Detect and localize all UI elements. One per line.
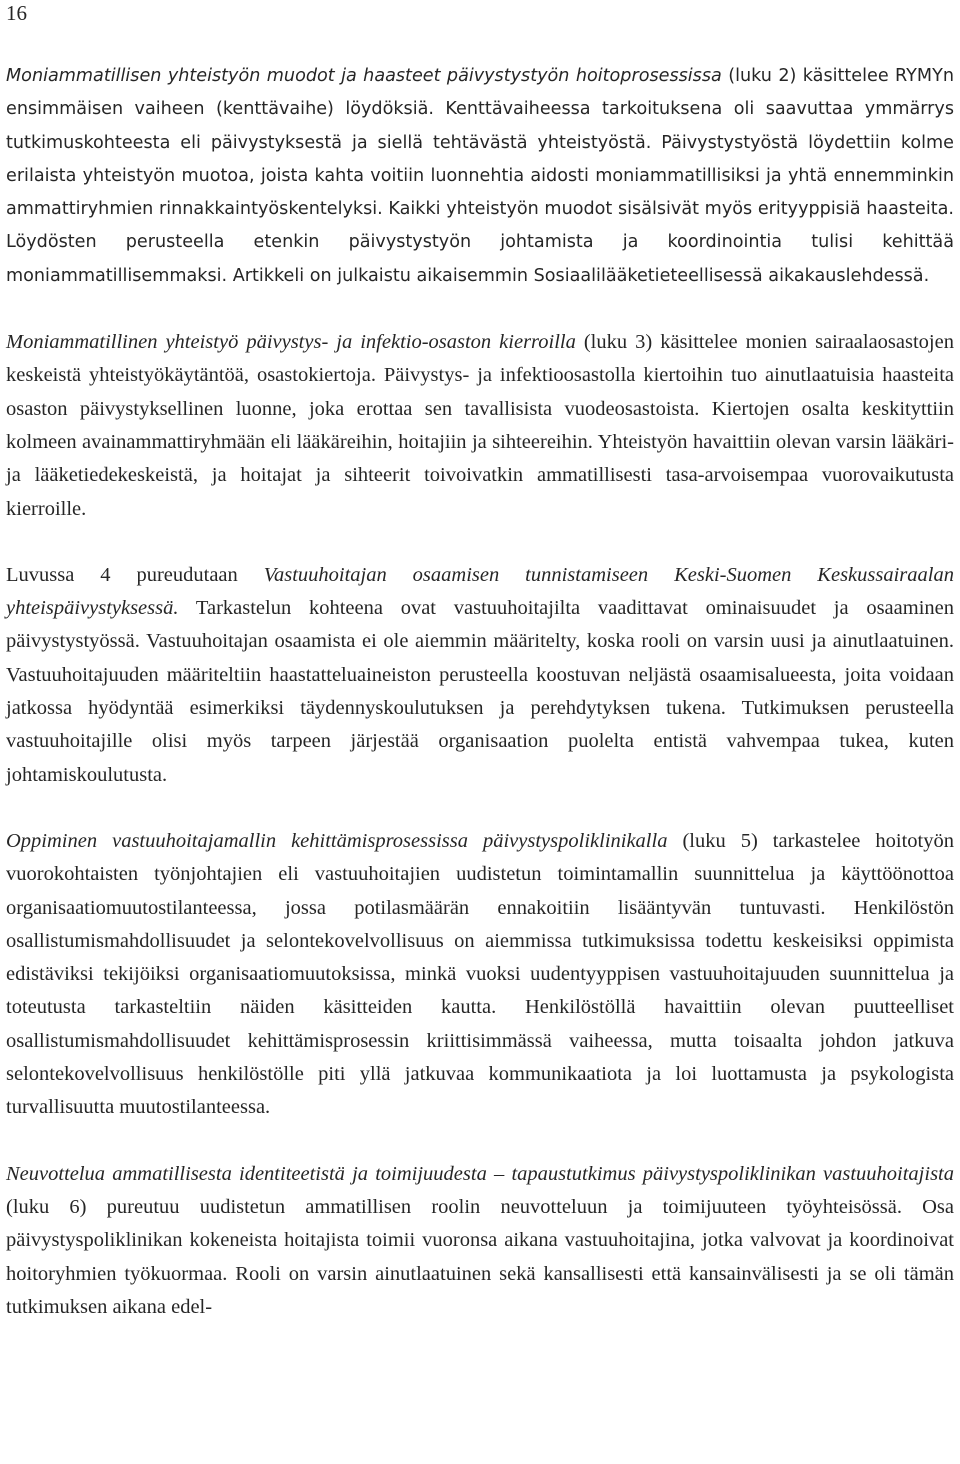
- paragraph-chapter-3: [6, 326, 954, 526]
- chapter-title: Moniammatillisen yhteistyön muodot ja haasteet päivystystyön hoitoprosessissa: [6, 66, 722, 86]
- chapter-title: Moniammatillinen yhteistyö päivystys- ja infektio-osaston kierroilla: [6, 331, 576, 354]
- paragraph-text: (luku 5) tarkastelee hoitotyön vuorokohtaisten työnjohtajien eli vastuuhoitajien uudistetun toimintamallin suunnittelua ja käyttöönottoa organisaatiomuutostilanteessa, jossa potilasmäärän ennakoitiin lisääntyvän tuntuvasti. Henkilöstön osallistumismahdollisuudet ja selontekovelvollisuus on aiemmissa tutkimuksissa todettu keskeisiksi oppimista edistäviksi tekijöiksi organisaatiomuutoksissa, minkä vuoksi uudentyyppisen vastuuhoitajuuden suunnittelua ja toteutusta tarkasteltiin näiden käsitteiden kautta. Henkilöstöllä havaittiin olevan puutteelliset osallistumismahdollisuudet kehittämisprosessin kriittisimmässä vaiheessa, mutta toisaalta johdon jatkuva selontekovelvollisuus henkilöstölle piti yllä jatkuvaa kommunikaatiota ja loi luottamusta ja psykologista turvallisuutta muutostilanteessa.: [6, 829, 954, 1119]
- page-number: 16: [6, 1, 27, 25]
- paragraph-chapter-4: [6, 559, 954, 792]
- paragraph-text: (luku 3) käsittelee monien sairaalaosastojen keskeistä yhteistyökäytäntöä, osastokiertoja. Päivystys- ja infektioosastolla kiertoihin tuo ainutlaatuisia haasteita osaston päivystyksellinen luonne, joka erottaa sen tavallisista vuodeosastoista. Kiertojen osalta keskityttiin kolmeen avainammattiryhmään eli lääkäreihin, hoitajiin ja sihteereihin. Yhteistyön havaittiin olevan varsin lääkäri- ja lääketiedekeskeistä, ja hoitajat ja sihteerit toivoivatkin ammatillisesti tasa-arvoisempaa vuorovaikutusta kierroille.: [6, 331, 954, 520]
- paragraph-text: Tarkastelun kohteena ovat vastuuhoitajilta vaadittavat ominaisuudet ja osaaminen päivystystyössä. Vastuuhoitajan osaamista ei ole aiemmin määritelty, koska rooli on varsin uusi ja ainutlaatuinen. Vastuuhoitajuuden määriteltiin haastatteluaineiston perusteella koostuvan neljästä osaamisalueesta, joita voidaan jatkossa hyödyntää esimerkiksi täydennyskoulutuksen ja perehdytyksen tukena. Tutkimuksen perusteella vastuuhoitajille olisi myös tarpeen järjestää organisaation puolelta entistä vahvempaa tukea, kuten johtamiskoulutusta.: [6, 597, 954, 786]
- paragraph-text: Luvussa 4 pureudutaan: [6, 563, 264, 586]
- chapter-title: Oppiminen vastuuhoitajamallin kehittämisprosessissa päivystyspoliklinikalla: [6, 829, 668, 852]
- paragraph-chapter-5: [6, 825, 954, 1125]
- chapter-title: Neuvottelua ammatillisesta identiteetistä ja toimijuudesta – tapaustutkimus päivystyspoliklinikan vastuuhoitajista: [6, 1162, 954, 1185]
- paragraph-text: (luku 6) pureutuu uudistetun ammatillisen roolin neuvotteluun ja toimijuuteen työyhteisössä. Osa päivystyspoliklinikan kokeneista hoitajista toimii vuoronsa aikana vastuuhoitajina, jotka valvovat ja koordinoivat hoitoryhmien työkuormaa. Rooli on varsin ainutlaatuinen sekä kansallisesti että kansainvälisesti ja se oli tämän tutkimuksen aikana edel-: [6, 1195, 954, 1318]
- paragraph-chapter-2: [6, 60, 954, 293]
- body-text: [6, 60, 954, 1324]
- chapter-title: Vastuuhoitajan osaamisen tunnistamiseen Keski-Suomen Keskussairaalan yhteispäivystyksessä.: [6, 563, 954, 620]
- paragraph-chapter-6: [6, 1158, 954, 1324]
- paragraph-text: (luku 2) käsittelee RYMYn ensimmäisen vaiheen (kenttävaihe) löydöksiä. Kenttävaiheessa tarkoituksena oli saavuttaa ymmärrys tutkimuskohteesta eli päivystyksestä ja siellä tehtävästä yhteistyöstä. Päivystystyöstä löydettiin kolme erilaista yhteistyön muotoa, joista kahta voitiin luonnehtia aidosti moniammatillisiksi ja yhtä ennemminkin ammattiryhmien rinnakkaintyöskentelyksi. Kaikki yhteistyön muodot sisälsivät myös erityyppisiä haasteita. Löydösten perusteella etenkin päivystystyön johtamista ja koordinointia tulisi kehittää moniammatillisemmaksi. Artikkeli on julkaistu aikaisemmin Sosiaalilääketieteellisessä aikakauslehdessä.: [6, 66, 954, 286]
